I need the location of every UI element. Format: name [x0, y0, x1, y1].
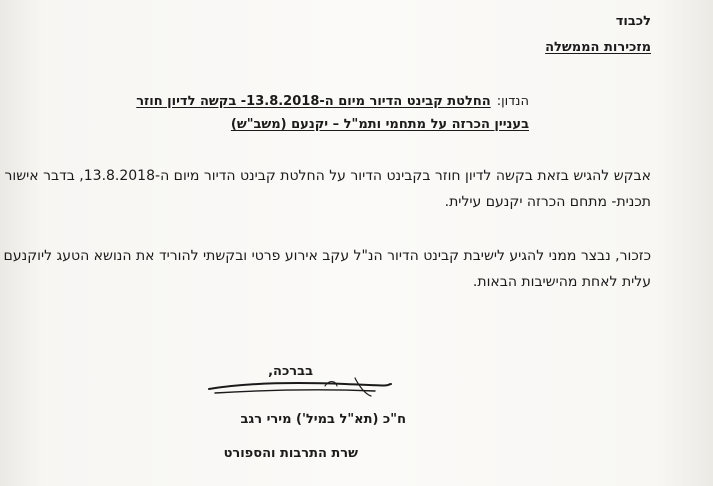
body-paragraph-2-line-2: עלית לאחת מהישיבות הבאות.	[472, 274, 651, 290]
addressee-org: מזכירות הממשלה	[545, 40, 651, 55]
subject-label: הנדון:	[496, 94, 529, 109]
body-paragraph-1-line-1: אבקש להגיש בזאת בקשה לדיון חוזר בקבינט הדיור על החלטת קבינט הדיור מיום ה-13.8.2018, בדבר אישור	[4, 168, 651, 184]
signer-name: ח"כ (תא"ל במיל') מירי רגב	[240, 412, 406, 427]
subject-text-2: בעניין הכרזה על מתחמי ותמ"ל – יקנעם (משב"ש)	[230, 117, 529, 132]
body-paragraph-2-line-1: כזכור, נבצר ממני להגיע לישיבת קבינט הדיור הנ"ל עקב אירוע פרטי ובקשתי להוריד את הנושא הטעג ליוקנעם	[3, 248, 651, 264]
addressee-label: לכבוד	[615, 14, 651, 29]
closing-greeting: בברכה,	[268, 364, 313, 379]
subject-text-1: החלטת קבינט הדיור מיום ה-13.8.2018- בקשה לדיון חוזר	[136, 94, 491, 109]
handwritten-signature	[205, 374, 395, 400]
ministry-title: שרת התרבות והספורט	[223, 446, 358, 461]
body-paragraph-1-line-2: תכנית- מתחם הכרזה יקנעם עילית.	[444, 194, 651, 210]
subject-line-1	[136, 94, 529, 109]
